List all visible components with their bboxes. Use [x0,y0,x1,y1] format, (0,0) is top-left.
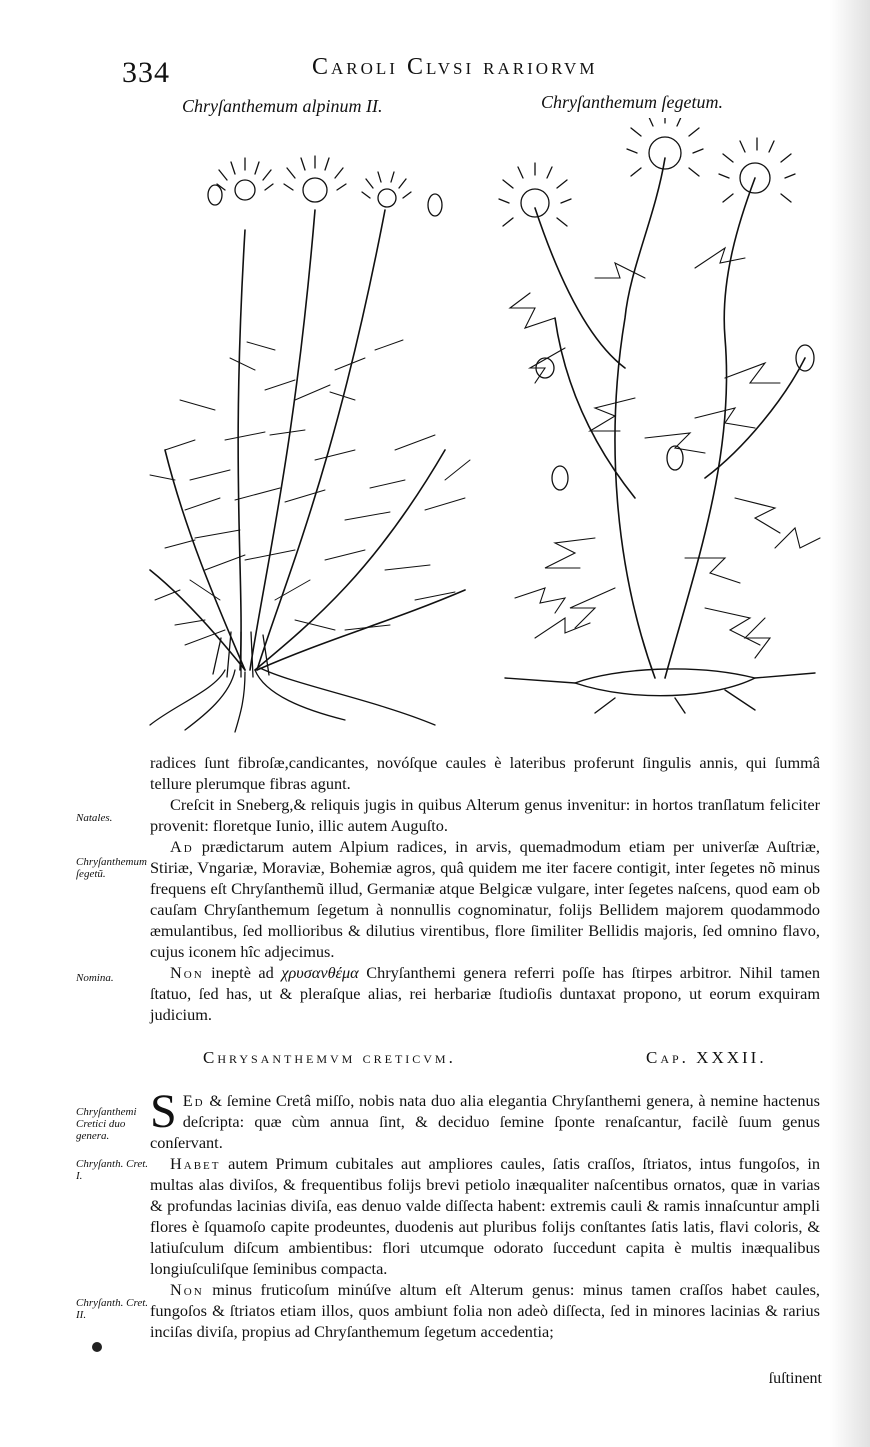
text-block-alpinum [150,752,820,1025]
paragraph-non-a: ineptè ad [211,963,274,982]
paragraph-non-b: Chryſanthemi genera referri poſſe has ſtirpes arbitror. Nihil tamen ſtatuo, ſed has, ut & pleraſque alias, rei herbariæ ſtudioſis duntaxat propono, ut eorum exquiram judicium. [150,963,820,1024]
margin-note-cretici-duo-genera: Chryſanthemi Cretici duo genera. [76,1106,137,1142]
plate-caption-segetum: Chryſanthemum ſegetum. [541,92,723,112]
lead-word-habet: Habet [170,1154,221,1173]
margin-note-chrysanthemum-segetum: Chryſanthemum ſegetũ. [76,856,147,880]
paragraph-ad [150,836,820,962]
paragraph-sed [150,1085,820,1153]
paragraph-ad-body: prædictarum autem Alpium radices, in arvis, quemadmodum etiam per univerſæ Auſtriæ, Stiriæ, Vngariæ, Moraviæ, Bohemiæ agros, quâ quidem me iter facere contigit, inter ſegetes nõ minus frequens eſt Chryſanthemũ illud, Germaniæ atque Belgicæ vulgare, inter ſegetes naſcens, quod eam ob cauſam Chryſanthemum ſegetum à nonnullis cognominatur, folijs Bellidem majorem quodammodo æmulantibus, ſed mollioribus & dilutius virentibus, flore ſimiliter Bellidis majoris, ſed omnino flavo, cujus iconem hîc adjecimus. [150,837,820,961]
paragraph-habet-body: autem Primum cubitales aut ampliores caules, ſatis craſſos, ſtriatos, intus fungoſos, in multas alas diviſos, & frequentibus folijs brevi petiolo inæqualiter naſcentibus ornatos, quæ in varias & profundas lacinias diviſa, eas denuo valde diſſecta habent: extremis cauli & ramis innaſcuntur ampli flores è ſquamoſo capite prodeuntes, duodenis aut pluribus folijs conſtantes ſatis latis, flavi coloris, & latiuſculum diſcum ambientibus: flori utcumque odorato ſuccedunt capita è multis inæqualibus longiuſculiſque ſeminibus compacta. [150,1154,820,1278]
woodcut-chrysanthemum-alpinum [145,150,490,735]
lead-word-ad: Ad [170,837,194,856]
margin-note-natales: Natales. [76,812,113,824]
ink-spot [92,1342,102,1352]
margin-note-cretici-2: Chryſanth. Cret. II. [76,1297,149,1321]
chapter-number: Cap. XXXII. [646,1048,767,1067]
margin-note-nomina: Nomina. [76,972,114,984]
alpinum-illustration [145,150,490,735]
paragraph-non-minus-body: minus fruticoſum minúſve altum eſt Alterum genus: minus tamen craſſos habet caules, fungoſos & ſtriatos etiam illos, quos ambiunt folia non adeò diſſecta, ſed in minores lacinias & rarius inciſas diviſa, propius ad Chryſanthemum ſegetum accedentia; [150,1280,821,1341]
catchword: ſuſtinent [768,1370,822,1387]
running-head: Caroli Clvsi rariorvm [312,54,598,80]
lead-word-non-2: Non [170,1280,204,1299]
text-block-creticum [150,1085,821,1342]
segetum-illustration [495,118,825,718]
lead-word-non: Non [170,963,204,982]
page-edge-shadow [830,0,870,1447]
greek-word: χρυσανθέμα [281,963,359,982]
paragraph-habet [150,1153,820,1279]
drop-cap: S [150,1085,177,1138]
margin-note-cretici-1: Chryſanth. Cret. I. [76,1158,149,1182]
paragraph-non-minus [150,1279,820,1342]
plate-caption-alpinum: Chryſanthemum alpinum II. [182,96,383,116]
page-number: 334 [122,56,170,89]
paragraph-radices: radices ſunt fibroſæ,candicantes, novóſque caules è lateribus proferunt ſingulis annis, qui ſummâ tellure plerumque fibras agunt. [150,753,820,793]
woodcut-chrysanthemum-segetum [495,118,825,718]
paragraph-sed-body: & ſemine Cretâ miſſo, nobis nata duo alia elegantia Chryſanthemi genera, à nemine hactenus deſcripta: quæ cùm annua ſint, & deciduo ſemine ſponte renaſcantur, facilè ſuum genus conſervant. [150,1091,820,1152]
section-heading-creticum: Chrysanthemvm creticvm. [203,1048,456,1067]
lead-word-ed: Ed [182,1091,205,1110]
paragraph-crescit: Creſcit in Sneberg,& reliquis jugis in quibus Alterum genus invenitur: in hortos tranſlatum feliciter provenit: floretque Iunio, illic autem Auguſto. [150,795,820,835]
paragraph-non [150,962,820,1025]
